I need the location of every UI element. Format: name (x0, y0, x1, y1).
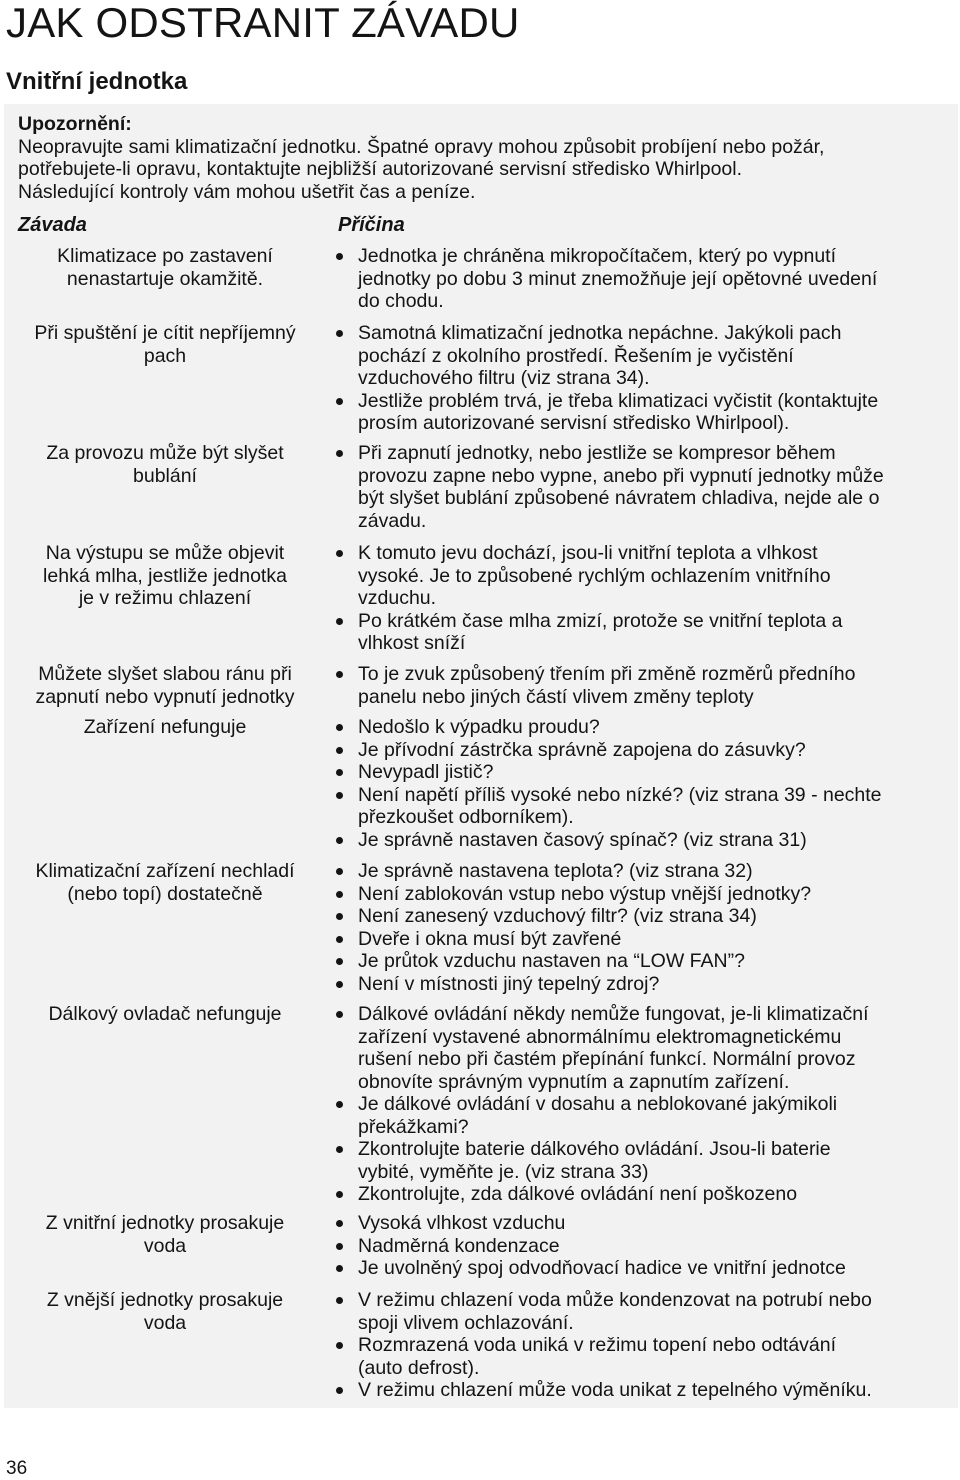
bullet-icon (336, 792, 343, 799)
cause-item (334, 829, 950, 852)
cause-text-line: V režimu chlazení může voda unikat z tepelného výměníku. (358, 1379, 872, 1401)
warning-text-line: Následující kontroly vám mohou ušetřit čas a peníze. (18, 180, 476, 203)
cause-text-line: vzduchu. (358, 587, 437, 609)
fault-description (14, 1003, 316, 1026)
warning-text-line: Neopravujte sami klimatizační jednotku. Špatné opravy mohou způsobit probíjení nebo požár, (18, 135, 825, 158)
fault-text-line: pach (143, 344, 187, 367)
cause-list (334, 1003, 950, 1206)
fault-text-line: voda (143, 1311, 187, 1334)
fault-text-line: Za provozu může být slyšet (46, 442, 284, 464)
fault-text-line: je v režimu chlazení (78, 587, 252, 609)
cause-item (334, 1379, 950, 1402)
cause-text-line: Je přívodní zástrčka správně zapojena do zásuvky? (358, 738, 806, 761)
cause-item (334, 950, 950, 973)
fault-text-line: Z vnější jednotky prosakuje (46, 1289, 284, 1311)
cause-list (334, 542, 950, 655)
cause-text-line: Není v místnosti jiný tepelný zdroj? (358, 972, 660, 995)
bullet-icon (336, 618, 343, 625)
bullet-icon (336, 550, 343, 557)
cause-item (334, 1212, 950, 1235)
bullet-icon (336, 330, 343, 337)
cause-list (334, 245, 950, 313)
cause-text-line: Rozmrazená voda uniká v režimu topení nebo odtávání (358, 1334, 837, 1356)
cause-item (334, 860, 950, 883)
cause-text-line: panelu nebo jiných částí vlivem změny teploty (358, 685, 754, 708)
cause-text-line: V režimu chlazení voda může kondenzovat na potrubí nebo (358, 1289, 872, 1311)
cause-text-line: vybité, vyměňte je. (viz strana 33) (358, 1160, 649, 1183)
bullet-icon (336, 747, 343, 754)
fault-description (14, 663, 316, 708)
cause-item (334, 663, 950, 708)
bullet-icon (336, 1387, 343, 1394)
cause-text-line: Není zanesený vzduchový filtr? (viz strana 34) (358, 905, 757, 927)
warning-heading: Upozornění: (18, 113, 132, 135)
bullet-icon (336, 981, 343, 988)
fault-text-line: bublání (133, 464, 197, 487)
bullet-icon (336, 450, 343, 457)
cause-text-line: překážkami? (358, 1115, 469, 1138)
cause-text-line: Je uvolněný spoj odvodňovací hadice ve vnitřní jednotce (358, 1257, 846, 1279)
cause-text-line: Není zablokován vstup nebo výstup vnější jednotky? (358, 882, 812, 905)
cause-text-line: Nadměrná kondenzace (358, 1234, 560, 1257)
bullet-icon (336, 1243, 343, 1250)
cause-item (334, 245, 950, 313)
cause-list (334, 860, 950, 995)
cause-text-line: (auto defrost). (358, 1356, 480, 1379)
fault-description (14, 442, 316, 487)
cause-item (334, 542, 950, 610)
cause-item (334, 1183, 950, 1206)
bullet-icon (336, 1220, 343, 1227)
bullet-icon (336, 958, 343, 965)
bullet-icon (336, 1191, 343, 1198)
cause-text-line: Zkontrolujte baterie dálkového ovládání. Jsou-li baterie (358, 1138, 831, 1160)
cause-text-line: Nevypadl jistič? (358, 761, 494, 783)
cause-item (334, 1235, 950, 1258)
cause-list (334, 1212, 950, 1280)
cause-list (334, 716, 950, 851)
bullet-icon (336, 1011, 343, 1018)
cause-text-line: závadu. (358, 509, 427, 532)
cause-text-line: Je průtok vzduchu nastaven na “LOW FAN”? (358, 950, 745, 972)
fault-description (14, 860, 316, 905)
cause-list (334, 1289, 950, 1402)
cause-list (334, 322, 950, 435)
cause-text-line: provozu zapne nebo vypne, anebo při vypnutí jednotky může (358, 464, 884, 487)
bullet-icon (336, 891, 343, 898)
page-title: JAK ODSTRANIT ZÁVADU (6, 0, 520, 46)
fault-text-line: Z vnitřní jednotky prosakuje (45, 1212, 285, 1234)
cause-item (334, 442, 950, 532)
cause-text-line: Dálkové ovládání někdy nemůže fungovat, je-li klimatizační (358, 1003, 869, 1025)
cause-text-line: Je správně nastavena teplota? (viz strana 32) (358, 860, 753, 882)
fault-text-line: Na výstupu se může objevit (45, 542, 285, 564)
bullet-icon (336, 1101, 343, 1108)
cause-text-line: spoji vlivem ochlazování. (358, 1311, 574, 1334)
cause-item (334, 610, 950, 655)
cause-text-line: prosím autorizované servisní středisko Whirlpool). (358, 412, 790, 434)
fault-text-line: Klimatizační zařízení nechladí (35, 860, 295, 882)
fault-text-line: zapnutí nebo vypnutí jednotky (35, 685, 295, 708)
bullet-icon (336, 868, 343, 875)
column-header-cause: Příčina (338, 214, 405, 236)
column-header-fault: Závada (18, 214, 87, 236)
bullet-icon (336, 398, 343, 405)
cause-text-line: vlhkost sníží (358, 632, 466, 654)
fault-text-line: Zařízení nefunguje (83, 716, 247, 738)
fault-text-line: lehká mlha, jestliže jednotka (43, 564, 287, 587)
cause-text-line: Při zapnutí jednotky, nebo jestliže se kompresor během (358, 442, 836, 464)
section-title: Vnitřní jednotka (6, 68, 188, 95)
cause-text-line: Je dálkové ovládání v dosahu a neblokované jakýmikoli (358, 1093, 838, 1115)
cause-item (334, 1289, 950, 1334)
cause-text-line: Zkontrolujte, zda dálkové ovládání není poškozeno (358, 1183, 798, 1205)
cause-item (334, 905, 950, 928)
cause-text-line: Samotná klimatizační jednotka nepáchne. Jakýkoli pach (358, 322, 842, 344)
cause-text-line: Jestliže problém trvá, je třeba klimatizaci vyčistit (kontaktujte (358, 389, 879, 412)
cause-item (334, 1093, 950, 1138)
fault-text-line: Dálkový ovladač nefunguje (48, 1003, 282, 1025)
bullet-icon (336, 1146, 343, 1153)
cause-text-line: pochází z okolního prostředí. Řešením je vyčistění (358, 344, 794, 367)
cause-text-line: do chodu. (358, 290, 444, 312)
cause-item (334, 1334, 950, 1379)
cause-text-line: Po krátkém čase mlha zmizí, protože se vnitřní teplota a (358, 609, 843, 632)
warning-notice (18, 113, 948, 203)
fault-description (14, 245, 316, 290)
bullet-icon (336, 837, 343, 844)
cause-text-line: Jednotka je chráněna mikropočítačem, který po vypnutí (358, 245, 836, 267)
cause-item (334, 883, 950, 906)
cause-text-line: Není napětí příliš vysoké nebo nízké? (viz strana 39 - nechte (358, 783, 882, 806)
cause-item (334, 928, 950, 951)
fault-text-line: nenastartuje okamžitě. (66, 267, 264, 290)
bullet-icon (336, 936, 343, 943)
cause-item (334, 390, 950, 435)
fault-description (14, 1289, 316, 1334)
cause-text-line: To je zvuk způsobený třením při změně rozměrů předního (358, 663, 856, 685)
bullet-icon (336, 724, 343, 731)
cause-text-line: Vysoká vlhkost vzduchu (358, 1212, 566, 1234)
cause-text-line: Dveře i okna musí být zavřené (358, 927, 622, 950)
fault-text-line: voda (143, 1234, 187, 1257)
cause-item (334, 1257, 950, 1280)
bullet-icon (336, 671, 343, 678)
bullet-icon (336, 1297, 343, 1304)
bullet-icon (336, 253, 343, 260)
cause-text-line: vysoké. Je to způsobené rychlým ochlazením vnitřního (358, 564, 831, 587)
fault-description (14, 1212, 316, 1257)
cause-text-line: K tomuto jevu dochází, jsou-li vnitřní teplota a vlhkost (358, 542, 818, 564)
cause-text-line: obnovíte správným vypnutím a zapnutím zařízení. (358, 1070, 790, 1093)
bullet-icon (336, 1265, 343, 1272)
cause-item (334, 322, 950, 390)
cause-item (334, 973, 950, 996)
cause-item (334, 716, 950, 739)
cause-list (334, 663, 950, 708)
cause-list (334, 442, 950, 532)
bullet-icon (336, 1342, 343, 1349)
cause-item (334, 739, 950, 762)
cause-text-line: Je správně nastaven časový spínač? (viz strana 31) (358, 828, 807, 851)
cause-text-line: přezkoušet odborníkem). (358, 806, 574, 828)
cause-text-line: vzduchového filtru (viz strana 34). (358, 367, 650, 389)
cause-text-line: Nedošlo k výpadku proudu? (358, 716, 600, 738)
fault-text-line: Můžete slyšet slabou ránu při (38, 663, 292, 685)
fault-description (14, 542, 316, 610)
fault-text-line: Při spuštění je cítit nepříjemný (34, 322, 296, 344)
warning-text-line: potřebujete-li opravu, kontaktujte nejbližší autorizované servisní středisko Whirlpool. (18, 158, 743, 180)
cause-item (334, 784, 950, 829)
cause-text-line: rušení nebo při častém přepínání funkcí. Normální provoz (358, 1048, 856, 1070)
bullet-icon (336, 769, 343, 776)
fault-text-line: (nebo topí) dostatečně (67, 882, 263, 905)
fault-text-line: Klimatizace po zastavení (57, 245, 273, 267)
page-number: 36 (6, 1458, 28, 1479)
cause-text-line: jednotky po dobu 3 minut znemožňuje její opětovné uvedení (358, 267, 878, 290)
cause-text-line: být slyšet bublání způsobené návratem chladiva, nejde ale o (358, 487, 880, 509)
cause-item (334, 1003, 950, 1093)
fault-description (14, 716, 316, 739)
bullet-icon (336, 913, 343, 920)
fault-description (14, 322, 316, 367)
cause-item (334, 1138, 950, 1183)
cause-text-line: zařízení vystavené abnormálnímu elektromagnetickému (358, 1025, 842, 1048)
cause-item (334, 761, 950, 784)
